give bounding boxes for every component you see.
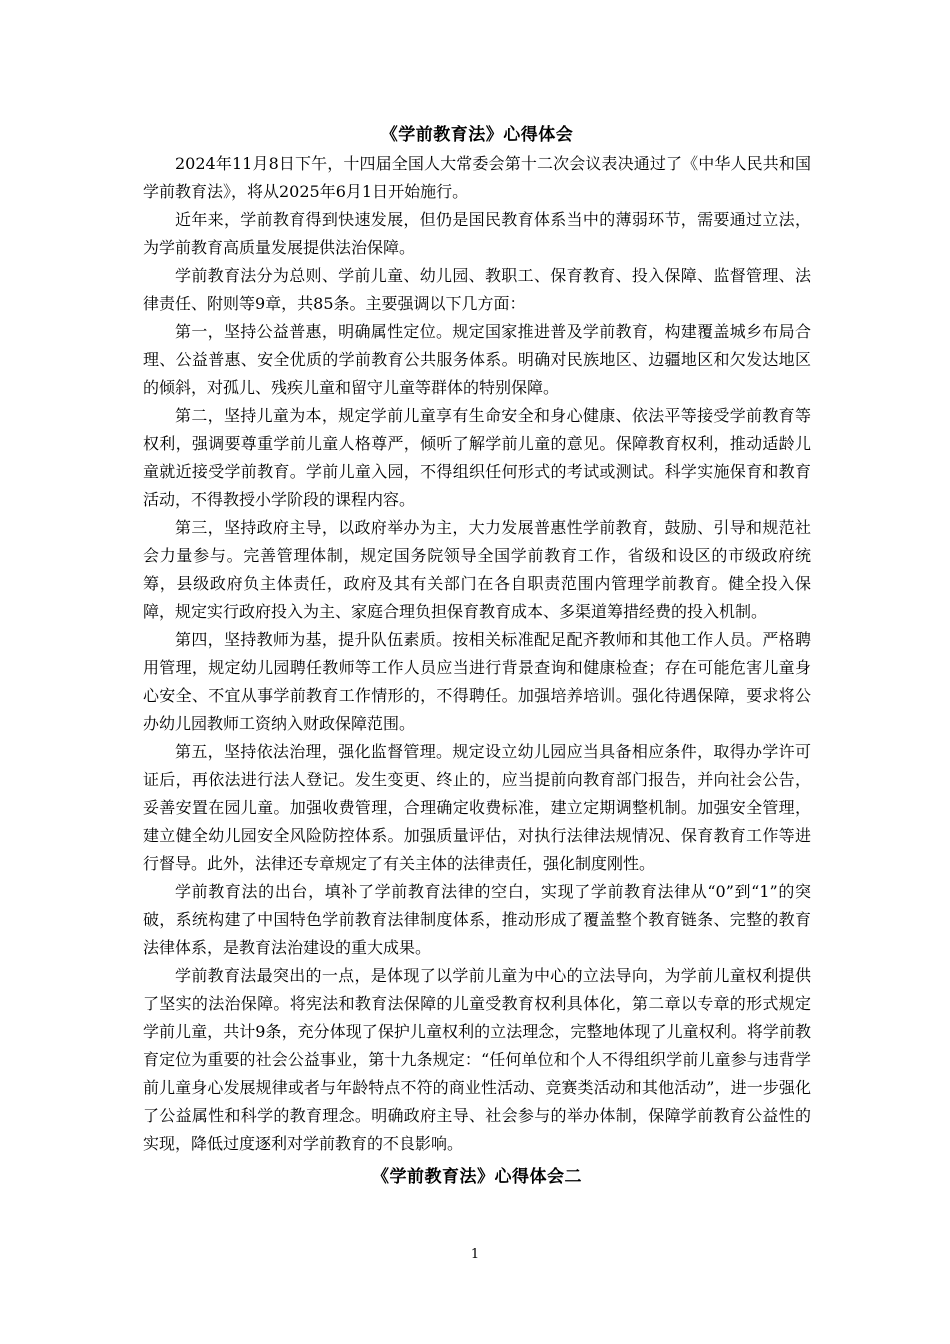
document-subtitle: 《学前教育法》心得体会二 [372, 1167, 582, 1187]
document-body [143, 122, 811, 1190]
paragraph-2: 近年来，学前教育得到快速发展，但仍是国民教育体系当中的薄弱环节，需要通过立法，为学前教育高质量发展提供法治保障。 [143, 210, 811, 257]
page-number: 1 [470, 1247, 480, 1262]
paragraph-5: 第二，坚持儿童为本，规定学前儿童享有生命安全和身心健康、依法平等接受学前教育等权利，强调要尊重学前儿童人格尊严，倾听了解学前儿童的意见。保障教育权利，推动适龄儿童就近接受学前教育。学前儿童入园，不得组织任何形式的考试或测试。科学实施保育和教育活动，不得教授小学阶段的课程内容。 [143, 406, 811, 509]
document-title: 《学前教育法》心得体会 [380, 125, 574, 145]
paragraph-3: 学前教育法分为总则、学前儿童、幼儿园、教职工、保育教育、投入保障、监督管理、法律责任、附则等9章，共85条。主要强调以下几方面： [143, 266, 811, 313]
paragraph-6: 第三，坚持政府主导，以政府举办为主，大力发展普惠性学前教育，鼓励、引导和规范社会力量参与。完善管理体制，规定国务院领导全国学前教育工作，省级和设区的市级政府统筹，县级政府负主体责任，政府及其有关部门在各自职责范围内管理学前教育。健全投入保障，规定实行政府投入为主、家庭合理负担保育教育成本、多渠道筹措经费的投入机制。 [143, 518, 811, 621]
paragraph-4: 第一，坚持公益普惠，明确属性定位。规定国家推进普及学前教育，构建覆盖城乡布局合理、公益普惠、安全优质的学前教育公共服务体系。明确对民族地区、边疆地区和欠发达地区的倾斜，对孤儿、残疾儿童和留守儿童等群体的特别保障。 [143, 322, 811, 397]
paragraph-1: 2024年11月8日下午，十四届全国人大常委会第十二次会议表决通过了《中华人民共和国学前教育法》，将从2025年6月1日开始施行。 [143, 154, 811, 201]
paragraph-9: 学前教育法的出台，填补了学前教育法律的空白，实现了学前教育法律从“0”到“1”的突破，系统构建了中国特色学前教育法律制度体系，推动形成了覆盖整个教育链条、完整的教育法律体系，是教育法治建设的重大成果。 [143, 882, 811, 957]
paragraph-10: 学前教育法最突出的一点，是体现了以学前儿童为中心的立法导向，为学前儿童权利提供了坚实的法治保障。将宪法和教育法保障的儿童受教育权利具体化，第二章以专章的形式规定学前儿童，共计9条，充分体现了保护儿童权利的立法理念，完整地体现了儿童权利。将学前教育定位为重要的社会公益事业，第十九条规定：“任何单位和个人不得组织学前儿童参与违背学前儿童身心发展规律或者与年龄特点不符的商业性活动、竞赛类活动和其他活动”，进一步强化了公益属性和科学的教育理念。明确政府主导、社会参与的举办体制，保障学前教育公益性的实现，降低过度逐利对学前教育的不良影响。 [143, 966, 811, 1153]
paragraph-7: 第四，坚持教师为基，提升队伍素质。按相关标准配足配齐教师和其他工作人员。严格聘用管理，规定幼儿园聘任教师等工作人员应当进行背景查询和健康检查；存在可能危害儿童身心安全、不宜从事学前教育工作情形的，不得聘任。加强培养培训。强化待遇保障，要求将公办幼儿园教师工资纳入财政保障范围。 [143, 630, 811, 733]
paragraph-8: 第五，坚持依法治理，强化监督管理。规定设立幼儿园应当具备相应条件，取得办学许可证后，再依法进行法人登记。发生变更、终止的，应当提前向教育部门报告，并向社会公告，妥善安置在园儿童。加强收费管理，合理确定收费标准，建立定期调整机制。加强安全管理，建立健全幼儿园安全风险防控体系。加强质量评估，对执行法律法规情况、保育教育工作等进行督导。此外，法律还专章规定了有关主体的法律责任，强化制度刚性。 [143, 742, 811, 873]
